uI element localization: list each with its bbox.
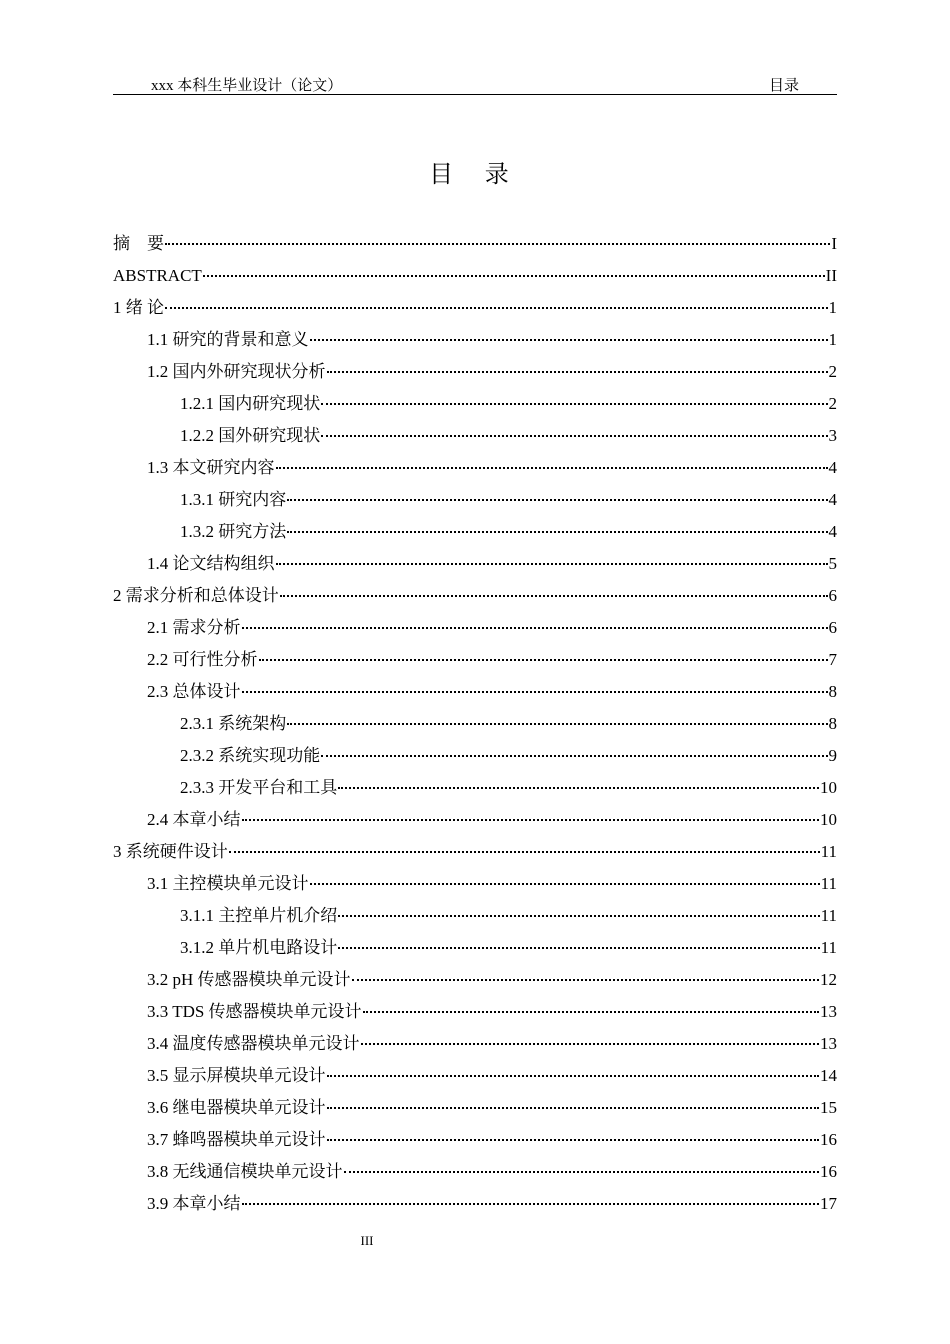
toc-entry-page: 6 xyxy=(828,586,837,605)
toc-entry-label: 2.2 可行性分析 xyxy=(147,650,258,669)
toc-dot-leader xyxy=(352,978,819,981)
toc-entry-label: 3.2 pH 传感器模块单元设计 xyxy=(147,970,351,989)
toc-entry-page: 8 xyxy=(828,682,837,701)
toc-entry-page: 7 xyxy=(828,650,837,669)
toc-entry[interactable] xyxy=(113,932,837,964)
toc-dot-leader xyxy=(327,1106,820,1109)
toc-entry[interactable] xyxy=(113,900,837,932)
toc-entry[interactable] xyxy=(113,324,837,356)
toc-entry-page: 11 xyxy=(820,906,837,925)
toc-entry[interactable] xyxy=(113,1092,837,1124)
toc-entry-page: 16 xyxy=(820,1162,837,1181)
toc-entry-label: 3.4 温度传感器模块单元设计 xyxy=(147,1034,360,1053)
toc-entry[interactable] xyxy=(113,740,837,772)
toc-entry[interactable] xyxy=(113,1060,837,1092)
toc-dot-leader xyxy=(338,946,819,949)
toc-entry-page: 17 xyxy=(820,1194,837,1213)
toc-dot-leader xyxy=(361,1042,820,1045)
toc-entry[interactable] xyxy=(113,708,837,740)
toc-entry-label: 3.9 本章小结 xyxy=(147,1194,241,1213)
toc-dot-leader xyxy=(229,850,820,853)
toc-entry-page: 5 xyxy=(828,554,837,573)
toc-entry-label: 1.2.1 国内研究现状 xyxy=(180,394,321,413)
toc-entry[interactable] xyxy=(113,388,837,420)
toc-entry-page: 6 xyxy=(828,618,837,637)
toc-dot-leader xyxy=(276,562,828,565)
toc-entry[interactable] xyxy=(113,292,837,324)
toc-entry-label: 1.3.2 研究方法 xyxy=(180,522,287,541)
page-number: III xyxy=(360,1233,374,1248)
toc-entry-label: 1.1 研究的背景和意义 xyxy=(147,330,309,349)
toc-entry-page: 11 xyxy=(820,842,837,861)
toc-entry-page: 11 xyxy=(820,874,837,893)
toc-dot-leader xyxy=(338,914,819,917)
toc-dot-leader xyxy=(165,306,828,309)
toc-entry-page: 12 xyxy=(820,970,837,989)
table-of-contents xyxy=(113,228,837,1220)
toc-entry-page: 10 xyxy=(820,778,837,797)
toc-entry[interactable] xyxy=(113,484,837,516)
toc-dot-leader xyxy=(327,1074,820,1077)
toc-entry-page: 13 xyxy=(820,1002,837,1021)
toc-entry-page: 9 xyxy=(828,746,837,765)
toc-entry-label: 1.3.1 研究内容 xyxy=(180,490,287,509)
toc-dot-leader xyxy=(280,594,828,597)
toc-entry-page: 4 xyxy=(828,490,837,509)
toc-entry-label: 2 需求分析和总体设计 xyxy=(113,586,279,605)
toc-entry[interactable] xyxy=(113,516,837,548)
toc-entry-label: 1.3 本文研究内容 xyxy=(147,458,275,477)
toc-entry-label: 3.3 TDS 传感器模块单元设计 xyxy=(147,1002,362,1021)
toc-entry[interactable] xyxy=(113,228,837,260)
toc-entry-page: 2 xyxy=(828,362,837,381)
toc-entry-page: 14 xyxy=(820,1066,837,1085)
toc-dot-leader xyxy=(287,530,827,533)
toc-dot-leader xyxy=(321,402,827,405)
toc-entry[interactable] xyxy=(113,1124,837,1156)
toc-dot-leader xyxy=(242,690,828,693)
toc-entry-label: 3.7 蜂鸣器模块单元设计 xyxy=(147,1130,326,1149)
toc-dot-leader xyxy=(259,658,828,661)
toc-entry-label: 3.5 显示屏模块单元设计 xyxy=(147,1066,326,1085)
toc-dot-leader xyxy=(327,1138,820,1141)
toc-entry-page: 16 xyxy=(820,1130,837,1149)
toc-entry[interactable] xyxy=(113,548,837,580)
toc-entry-label: 2.3 总体设计 xyxy=(147,682,241,701)
toc-entry-label: 摘 要 xyxy=(113,234,164,253)
toc-entry[interactable] xyxy=(113,356,837,388)
header-document-title: xxx 本科生毕业设计（论文） xyxy=(151,78,343,94)
toc-dot-leader xyxy=(363,1010,819,1013)
toc-entry[interactable] xyxy=(113,452,837,484)
toc-entry-page: 1 xyxy=(828,298,837,317)
toc-entry-page: 13 xyxy=(820,1034,837,1053)
page-title: 目 录 xyxy=(429,160,521,188)
toc-entry-label: 2.3.2 系统实现功能 xyxy=(180,746,321,765)
toc-entry-label: 2.1 需求分析 xyxy=(147,618,241,637)
toc-entry[interactable] xyxy=(113,996,837,1028)
toc-dot-leader xyxy=(287,722,827,725)
toc-entry-label: 3.6 继电器模块单元设计 xyxy=(147,1098,326,1117)
toc-entry[interactable] xyxy=(113,772,837,804)
toc-entry[interactable] xyxy=(113,580,837,612)
toc-entry-page: 2 xyxy=(828,394,837,413)
toc-dot-leader xyxy=(310,338,828,341)
toc-entry-page: 4 xyxy=(828,458,837,477)
toc-entry[interactable] xyxy=(113,964,837,996)
toc-entry-page: II xyxy=(825,266,837,285)
toc-dot-leader xyxy=(276,466,828,469)
toc-entry-page: 8 xyxy=(828,714,837,733)
toc-entry[interactable] xyxy=(113,1188,837,1220)
toc-dot-leader xyxy=(165,242,830,245)
toc-entry-label: 3.1.1 主控单片机介绍 xyxy=(180,906,338,925)
toc-dot-leader xyxy=(321,434,827,437)
toc-entry-label: 3.1.2 单片机电路设计 xyxy=(180,938,338,957)
toc-dot-leader xyxy=(321,754,827,757)
toc-entry-page: I xyxy=(831,234,837,253)
toc-entry-label: 3 系统硬件设计 xyxy=(113,842,228,861)
toc-entry[interactable] xyxy=(113,612,837,644)
page-header xyxy=(113,72,837,95)
toc-dot-leader xyxy=(310,882,820,885)
toc-entry-page: 1 xyxy=(828,330,837,349)
toc-dot-leader xyxy=(203,274,825,277)
toc-entry[interactable] xyxy=(113,836,837,868)
toc-entry-label: ABSTRACT xyxy=(113,266,202,285)
toc-dot-leader xyxy=(242,1202,820,1205)
toc-entry[interactable] xyxy=(113,1156,837,1188)
toc-entry-page: 10 xyxy=(820,810,837,829)
toc-entry-label: 3.1 主控模块单元设计 xyxy=(147,874,309,893)
toc-entry-page: 3 xyxy=(828,426,837,445)
toc-entry[interactable] xyxy=(113,804,837,836)
toc-entry-label: 1.2 国内外研究现状分析 xyxy=(147,362,326,381)
toc-dot-leader xyxy=(344,1170,820,1173)
toc-entry-label: 2.3.1 系统架构 xyxy=(180,714,287,733)
header-section-name: 目录 xyxy=(768,78,799,94)
toc-entry[interactable] xyxy=(113,260,837,292)
toc-dot-leader xyxy=(242,626,828,629)
toc-entry-page: 11 xyxy=(820,938,837,957)
toc-entry[interactable] xyxy=(113,644,837,676)
toc-dot-leader xyxy=(287,498,827,501)
toc-dot-leader xyxy=(327,370,828,373)
toc-entry-label: 1.2.2 国外研究现状 xyxy=(180,426,321,445)
toc-entry-label: 1 绪 论 xyxy=(113,298,164,317)
toc-entry[interactable] xyxy=(113,1028,837,1060)
toc-entry-label: 3.8 无线通信模块单元设计 xyxy=(147,1162,343,1181)
toc-entry-page: 4 xyxy=(828,522,837,541)
toc-entry-page: 15 xyxy=(820,1098,837,1117)
toc-dot-leader xyxy=(242,818,820,821)
toc-dot-leader xyxy=(338,786,819,789)
toc-entry-label: 2.3.3 开发平台和工具 xyxy=(180,778,338,797)
toc-entry-label: 2.4 本章小结 xyxy=(147,810,241,829)
toc-entry[interactable] xyxy=(113,420,837,452)
toc-entry[interactable] xyxy=(113,676,837,708)
toc-entry[interactable] xyxy=(113,868,837,900)
toc-entry-label: 1.4 论文结构组织 xyxy=(147,554,275,573)
